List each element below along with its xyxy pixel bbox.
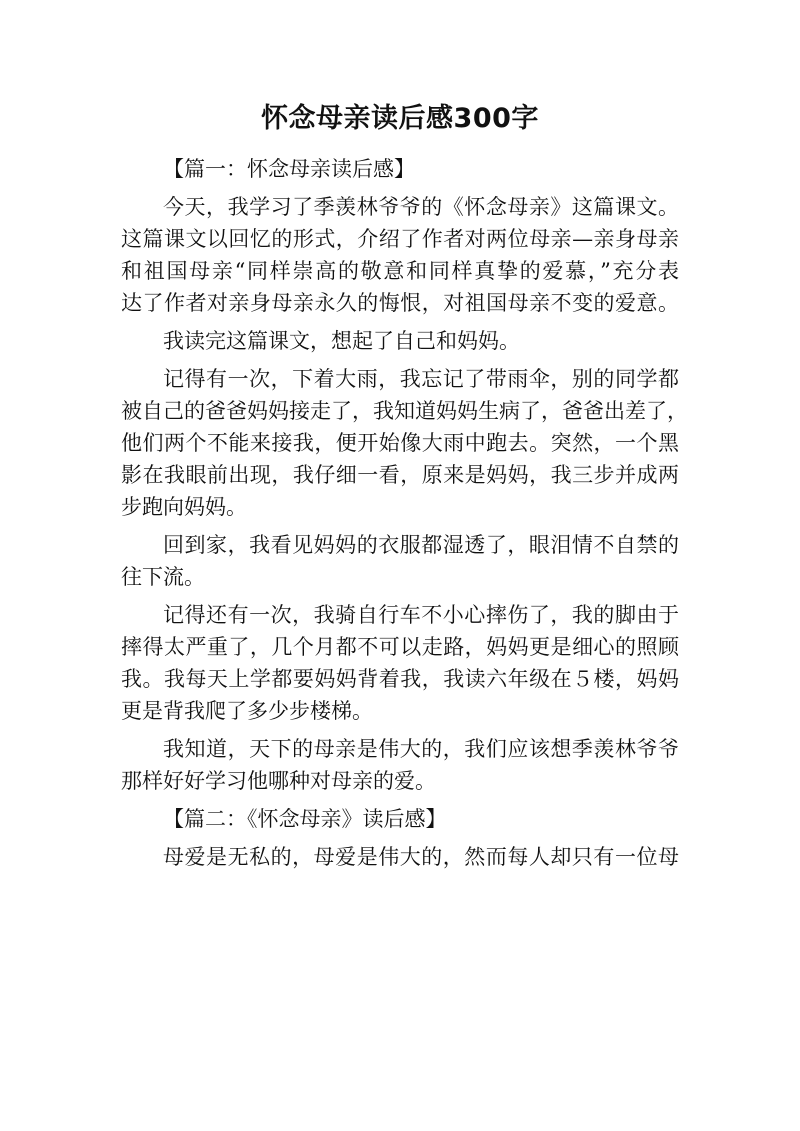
paragraph-line: 他们两个不能来接我，便开始像大雨中跑去。突然，一个黑 [121, 431, 679, 455]
paragraph-line: 达了作者对亲身母亲永久的悔恨，对祖国母亲不变的爱意。 [121, 291, 679, 315]
paragraph-line: 和祖国母亲“同样崇高的敬意和同样真挚的爱慕，”充分表 [121, 259, 679, 283]
paragraph-line: 今天，我学习了季羡林爷爷的《怀念母亲》这篇课文。 [163, 195, 679, 219]
paragraph-line: 回到家，我看见妈妈的衣服都湿透了，眼泪情不自禁的 [163, 533, 679, 557]
paragraph-line: 我。我每天上学都要妈妈背着我，我读六年级在５楼，妈妈 [121, 667, 679, 691]
paragraph-line: 记得还有一次，我骑自行车不小心摔伤了，我的脚由于 [163, 603, 679, 627]
section-heading-1: 【篇一：怀念母亲读后感】 [163, 157, 415, 181]
paragraph-line: 更是背我爬了多少步楼梯。 [121, 699, 373, 723]
paragraph-line: 这篇课文以回忆的形式，介绍了作者对两位母亲—亲身母亲 [121, 227, 679, 251]
paragraph-line: 影在我眼前出现，我仔细一看，原来是妈妈，我三步并成两 [121, 463, 679, 487]
document-title: 怀念母亲读后感300字 [261, 103, 539, 134]
section-heading-2: 【篇二：《怀念母亲》读后感】 [163, 807, 447, 831]
paragraph-line: 被自己的爸爸妈妈接走了，我知道妈妈生病了，爸爸出差了， [121, 399, 688, 423]
paragraph-line: 母爱是无私的，母爱是伟大的，然而每人却只有一位母 [163, 845, 679, 869]
paragraph-line: 我读完这篇课文，想起了自己和妈妈。 [163, 329, 520, 353]
paragraph-line: 那样好好学习他哪种对母亲的爱。 [121, 769, 436, 793]
paragraph-line: 摔得太严重了，几个月都不可以走路，妈妈更是细心的照顾 [121, 635, 679, 659]
paragraph-line: 我知道，天下的母亲是伟大的，我们应该想季羡林爷爷 [163, 737, 679, 761]
paragraph-line: 记得有一次，下着大雨，我忘记了带雨伞，别的同学都 [163, 367, 679, 391]
paragraph-line: 往下流。 [121, 565, 205, 589]
paragraph-line: 步跑向妈妈。 [121, 495, 247, 519]
